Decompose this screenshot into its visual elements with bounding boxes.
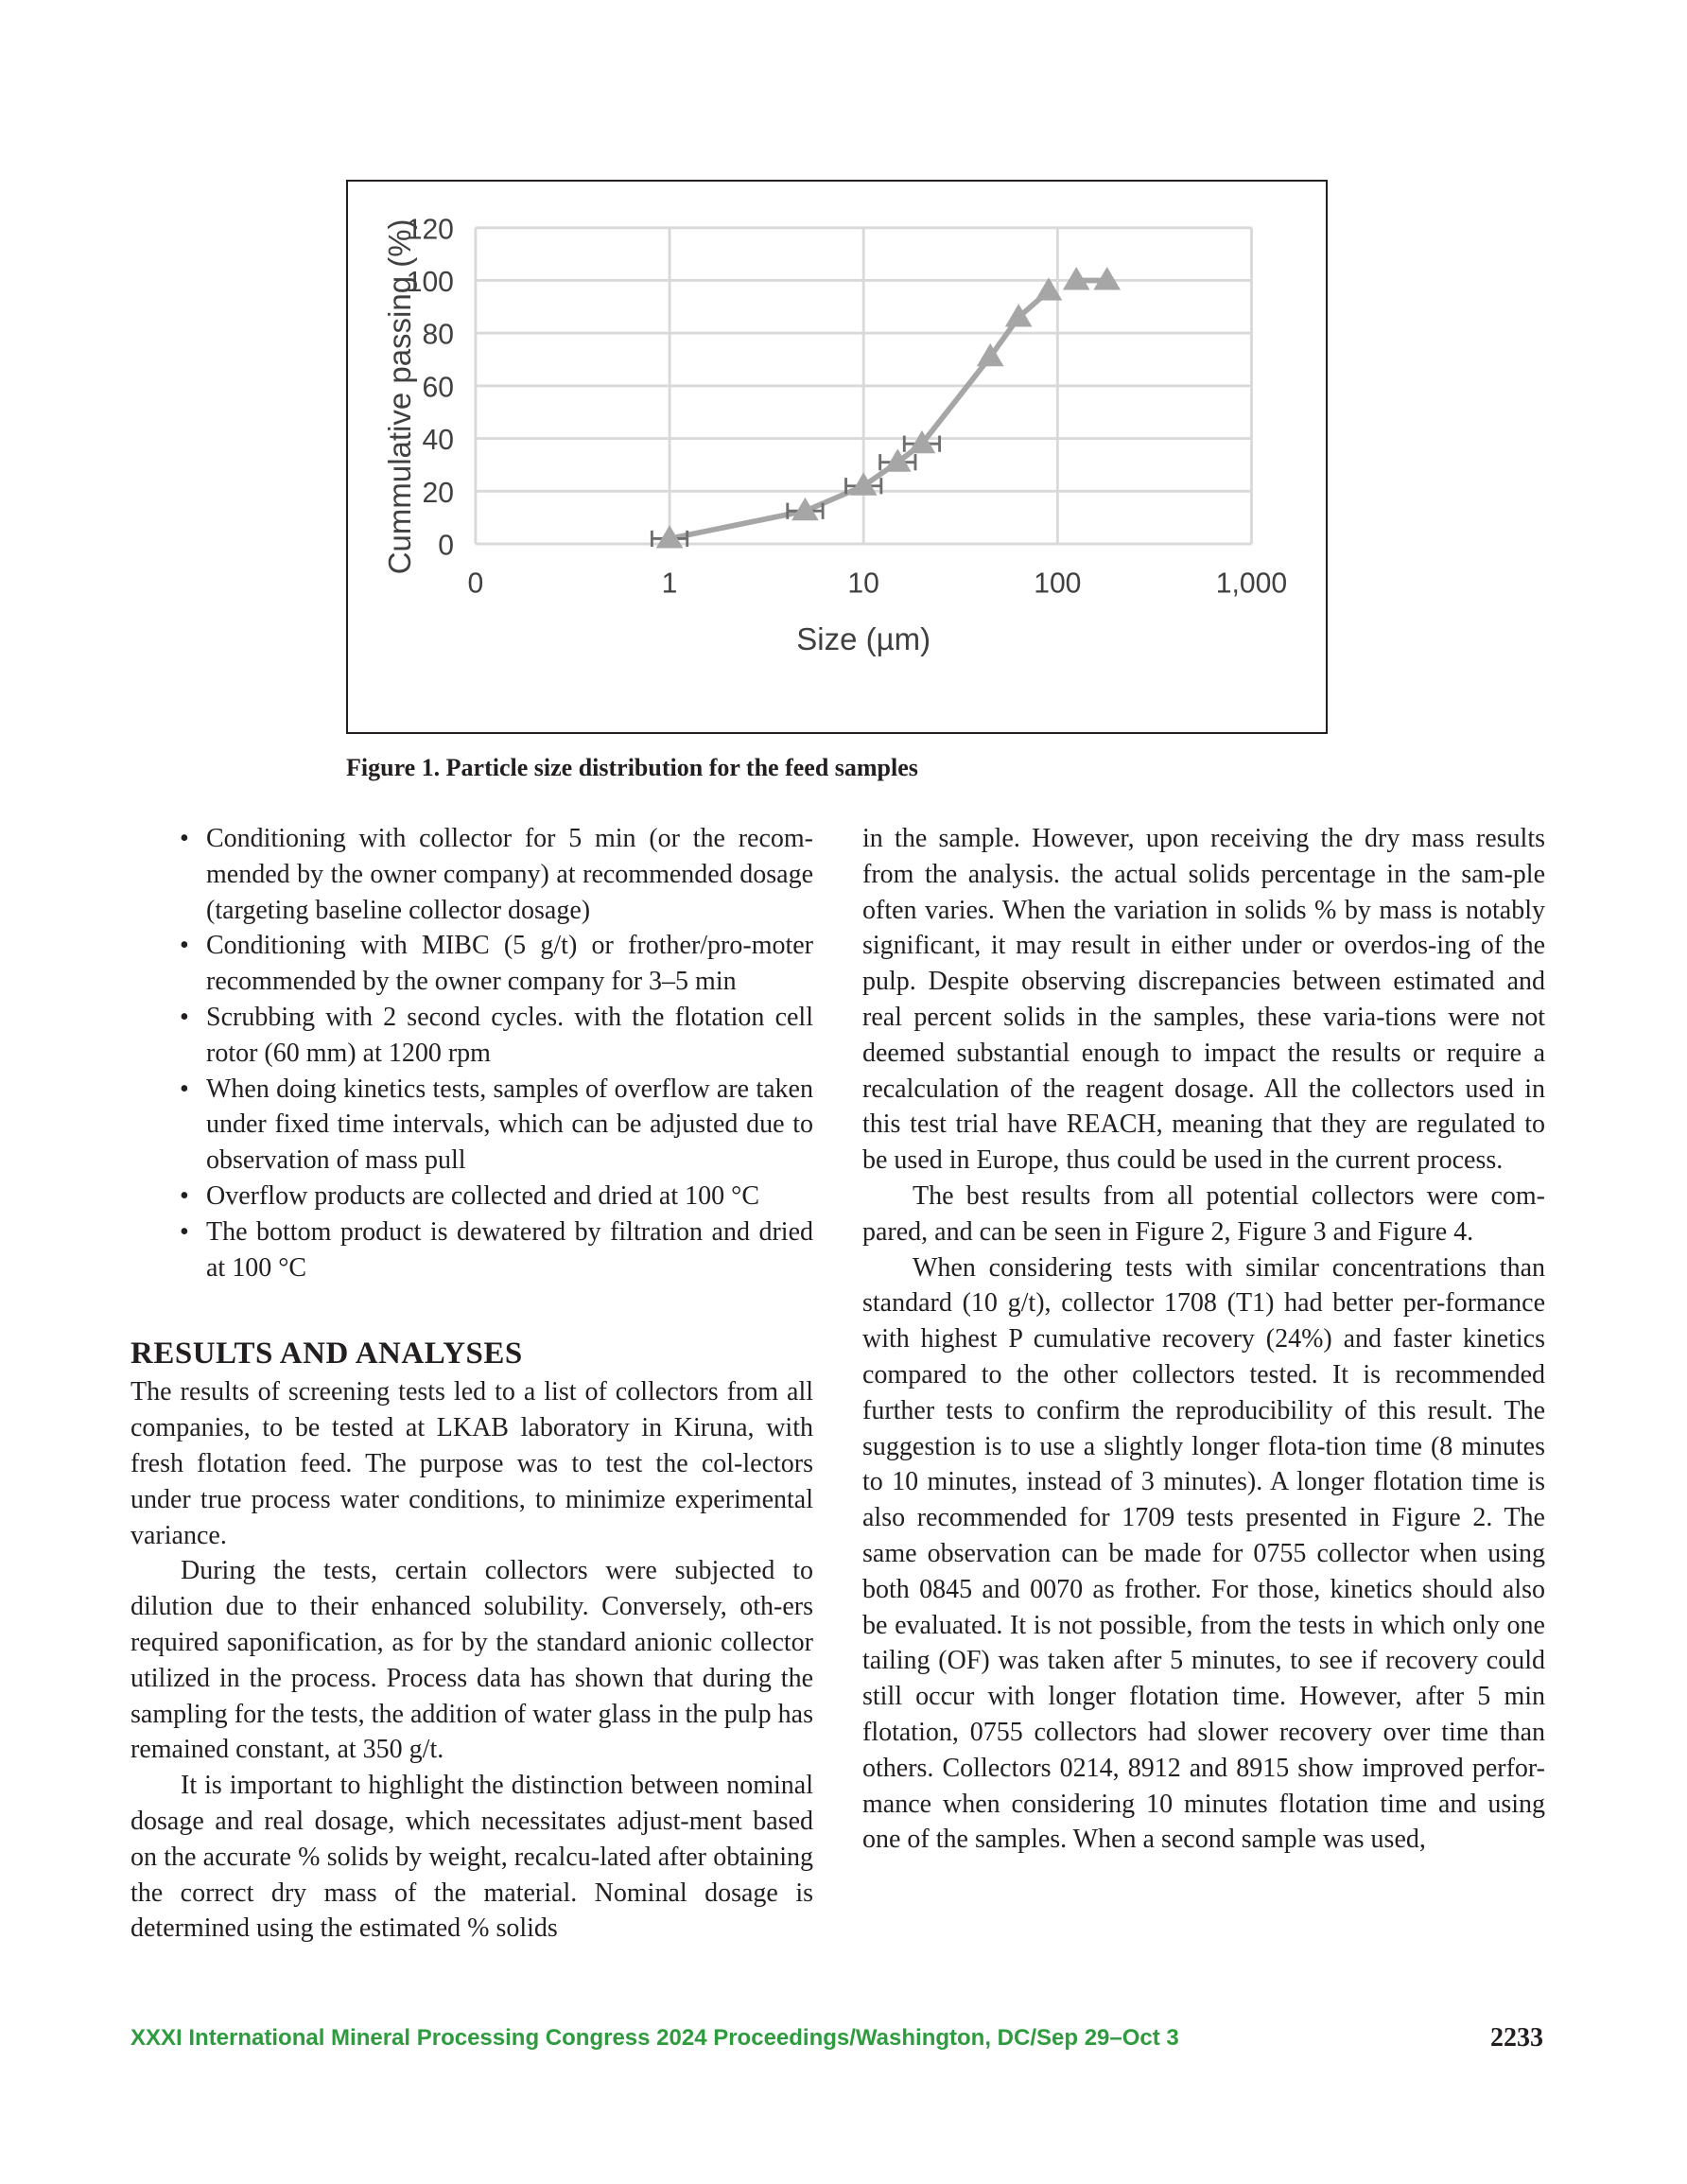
y-tick-label: 120 [406, 214, 454, 246]
list-item: • Overflow products are collected and dried at 100 °C [130, 1179, 813, 1214]
page-number: 2233 [1490, 2023, 1543, 2053]
paragraph: in the sample. However, upon receiving the dry mass results from the analysis. the actual solids percentage in the sam-ple often varies. When the variation in solids % by mass is notably significant, it may result in either under or overdos-ing of the pulp. Despite observing discrepancies between estimated and real percent solids in the samples, these varia-tions were not deemed substantial enough to impact the results or require a recalculation of the reagent dosage. All the collectors used in this test trial have REACH, meaning that they are regulated to be used in Europe, thus could be used in the current process. [862, 824, 1545, 1176]
figure-caption: Figure 1. Particle size distribution for the feed samples [346, 754, 918, 781]
y-axis-label: Cummulative passing (%) [382, 218, 418, 575]
data-point [850, 472, 878, 495]
list-item: • When doing kinetics tests, samples of overflow are taken under fixed time intervals, which can be adjusted due to observation of mass pull [130, 1072, 813, 1179]
x-tick-label: 0 [467, 568, 484, 600]
list-item: • The bottom product is dewatered by filtration and dried at 100 °C [130, 1214, 813, 1286]
y-tick-label: 100 [406, 266, 454, 298]
x-tick-label: 1 [661, 568, 678, 600]
x-tick-label: 1,000 [1215, 568, 1288, 600]
y-tick-label: 0 [438, 530, 454, 562]
y-tick-label: 20 [422, 477, 454, 509]
footer-conference-title: XXXI International Mineral Processing Congress 2024 Proceedings/Washington, DC/Sep 29–Oct 3 [130, 2025, 1179, 2051]
x-tick-label: 10 [847, 568, 879, 600]
list-item: • Conditioning with MIBC (5 g/t) or frother/pro-moter recommended by the owner company for 3–5 min [130, 928, 813, 1000]
paragraph: The results of screening tests led to a list of collectors from all companies, to be tested at LKAB laboratory in Kiruna, with fresh flotation feed. The purpose was to test the col-lectors under true process water conditions, to minimize experimental variance. [130, 1377, 813, 1550]
x-tick-label: 100 [1034, 568, 1082, 600]
particle-size-chart [348, 182, 1325, 731]
x-axis-label: Size (µm) [796, 620, 931, 656]
section-heading: RESULTS AND ANALYSES [130, 1337, 523, 1372]
bullet-icon: • [180, 1216, 189, 1247]
paragraph: The best results from all potential collectors were com-pared, and can be seen in Figure 2, Figure 3 and Figure 4. [862, 1180, 1545, 1247]
y-tick-label: 60 [422, 372, 454, 404]
right-column [862, 821, 1545, 1858]
bullet-icon: • [180, 1002, 189, 1032]
bullet-icon: • [180, 931, 189, 961]
bullet-icon: • [180, 1180, 189, 1211]
bullet-icon: • [180, 1074, 189, 1104]
bullet-icon: • [180, 824, 189, 853]
paragraph: During the tests, certain collectors were subjected to dilution due to their enhanced solubility. Conversely, oth-ers required saponification, as for by the standard anionic collector utilized in the process. Process data has shown that during the sampling for the tests, the addition of water glass in the pulp has remained constant, at 350 g/t. [130, 1556, 813, 1765]
list-item: • Conditioning with collector for 5 min (or the recom-mended by the owner company) at recommended dosage (targeting baseline collector dosage) [130, 821, 813, 928]
procedure-list [130, 821, 813, 1285]
series-line [670, 291, 1049, 539]
list-item: • Scrubbing with 2 second cycles. with the flotation cell rotor (60 mm) at 1200 rpm [130, 1000, 813, 1072]
paragraph: When considering tests with similar concentrations than standard (10 g/t), collector 1708 (T1) had better per-formance with highest P cumulative recovery (24%) and faster kinetics compared to the other collectors tested. It is recommended further tests to confirm the reproducibility of this result. The suggestion is to use a slightly longer flota-tion time (8 minutes to 10 minutes, instead of 3 minutes). A longer flotation time is also recommended for 1709 tests presented in Figure 2. The same observation can be made for 0755 collector when using both 0845 and 0070 as frother. For those, kinetics should also be evaluated. It is not possible, from the tests in which only one tailing (OF) was taken after 5 minutes, to see if recovery could still occur with longer flotation time. However, after 5 min flotation, 0755 collectors had slower recovery over time than others. Collectors 0214, 8912 and 8915 show improved perfor-mance when considering 10 minutes flotation time and using one of the samples. When a second sample was used, [862, 1252, 1545, 1855]
y-tick-label: 80 [422, 319, 454, 351]
figure-frame [346, 180, 1328, 734]
y-tick-label: 40 [422, 425, 454, 457]
left-column [130, 821, 813, 1947]
paragraph: It is important to highlight the distinction between nominal dosage and real dosage, which necessitates adjust-ment based on the accurate % solids by weight, recalcu-lated after obtaining the correct dry mass of the material. Nominal dosage is determined using the estimated % solids [130, 1771, 813, 1944]
